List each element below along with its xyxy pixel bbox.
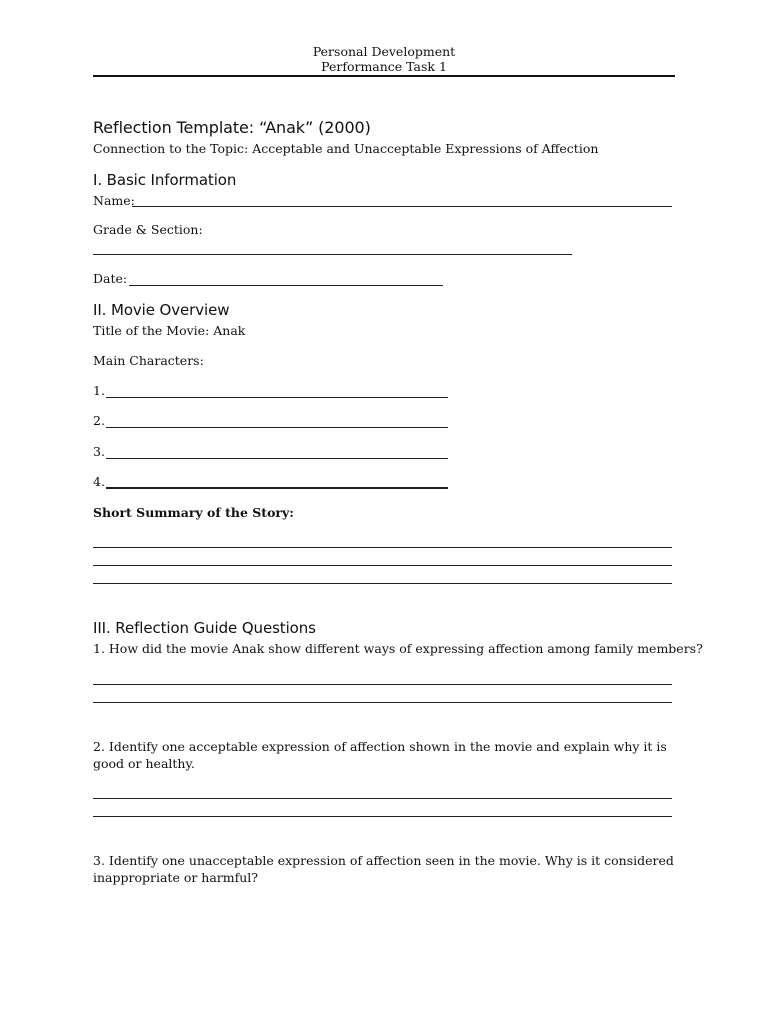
character-answer-line[interactable] [106,427,448,428]
question-2-text: 2. Identify one acceptable expression of affection shown in the movie and explain why it is good or healthy. [93,739,667,771]
date-answer-line[interactable] [129,285,443,286]
connection-text: Connection to the Topic: Acceptable and Unacceptable Expressions of Affection [93,141,599,156]
question-1-answer-line[interactable] [93,702,672,703]
question-2-answer-line[interactable] [93,798,672,799]
section-movie-overview-heading: II. Movie Overview [93,301,230,319]
summary-answer-line[interactable] [93,547,672,548]
name-answer-line[interactable] [132,206,672,207]
question-2-answer-line[interactable] [93,816,672,817]
character-answer-line[interactable] [106,458,448,459]
question-1-text: 1. How did the movie Anak show different ways of expressing affection among family members? [93,641,703,656]
character-answer-line[interactable] [106,487,448,489]
main-characters-label: Main Characters: [93,353,204,368]
question-1-answer-line[interactable] [93,684,672,685]
name-label: Name: [93,193,135,208]
movie-title-text: Title of the Movie: Anak [93,323,246,338]
summary-label: Short Summary of the Story: [93,505,294,520]
header-task: Performance Task 1 [321,59,447,74]
summary-answer-line[interactable] [93,565,672,566]
character-item-number: 3. [93,444,105,459]
section-reflection-questions-heading: III. Reflection Guide Questions [93,619,316,637]
document-title: Reflection Template: “Anak” (2000) [93,118,371,137]
grade-section-label: Grade & Section: [93,222,203,237]
character-answer-line[interactable] [106,397,448,398]
character-item-number: 4. [93,474,105,489]
character-item-number: 2. [93,413,105,428]
header-rule [93,75,675,77]
question-3-text: 3. Identify one unacceptable expression of affection seen in the movie. Why is it considered inappropriate or harmful? [93,853,674,885]
header-subject: Personal Development [312,44,456,59]
section-basic-information-heading: I. Basic Information [93,171,237,189]
grade-section-answer-line[interactable] [93,254,572,255]
character-item-number: 1. [93,383,105,398]
summary-answer-line[interactable] [93,583,672,584]
date-label: Date: [93,271,128,286]
